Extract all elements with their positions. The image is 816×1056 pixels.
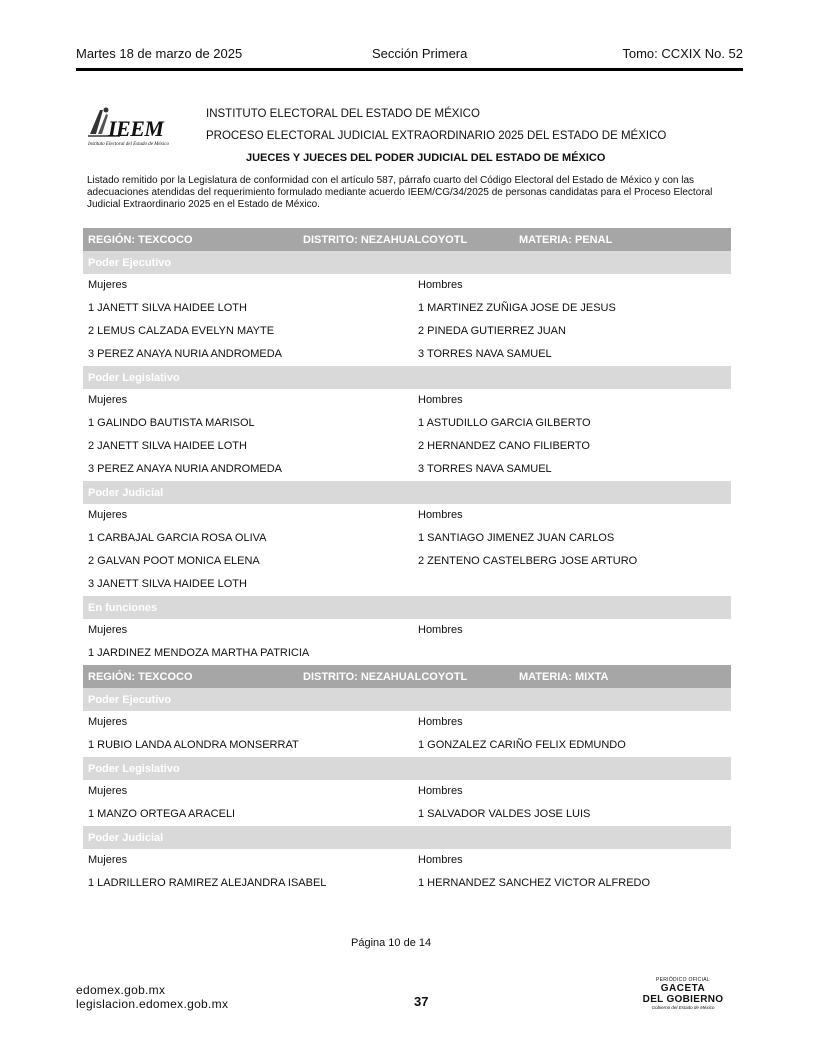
gender-label-row [83,619,731,642]
gaceta-top-text: PERIÓDICO OFICIAL [656,977,710,983]
men-label: Hombres [418,394,463,406]
candidate-man: 3 TORRES NAVA SAMUEL [418,348,552,360]
section-title: Poder Legislativo [88,372,180,384]
footer-links [76,983,228,1011]
candidate-man: 1 ASTUDILLO GARCIA GILBERTO [418,417,591,429]
candidate-man: 1 HERNANDEZ SANCHEZ VICTOR ALFREDO [418,877,651,889]
region-label: REGIÓN: TEXCOCO [88,234,193,246]
candidate-woman: 1 JANETT SILVA HAIDEE LOTH [88,302,247,314]
candidate-man: 1 SALVADOR VALDES JOSE LUIS [418,808,591,820]
women-label: Mujeres [88,624,128,636]
candidate-woman: 1 LADRILLERO RAMIREZ ALEJANDRA ISABEL [88,877,327,889]
candidate-row [83,734,731,757]
region-header-row [83,665,731,688]
document-heading: JUECES Y JUECES DEL PODER JUDICIAL DEL ESTADO DE MÉXICO [246,152,606,164]
gaceta-bottom-text: Gobierno del Estado de México [651,1005,715,1010]
section-header-row [83,688,731,711]
men-label: Hombres [418,785,463,797]
women-label: Mujeres [88,279,128,291]
institute-title: INSTITUTO ELECTORAL DEL ESTADO DE MÉXICO [206,108,480,120]
candidate-row [83,458,731,481]
header-date: Martes 18 de marzo de 2025 [76,46,243,61]
region-header-row [83,228,731,251]
candidate-man: 1 SANTIAGO JIMENEZ JUAN CARLOS [418,532,615,544]
section-header-row [83,251,731,274]
ieem-logo [86,104,178,152]
section-header-row [83,826,731,849]
section-header-row [83,757,731,780]
candidate-row [83,872,731,895]
candidate-row [83,297,731,320]
candidate-man: 2 ZENTENO CASTELBERG JOSE ARTURO [418,555,638,567]
gender-label-row [83,849,731,872]
candidate-row [83,803,731,826]
gazette-header [76,46,743,71]
gender-label-row [83,711,731,734]
candidate-row [83,343,731,366]
header-section: Sección Primera [372,46,468,61]
distrito-label: DISTRITO: NEZAHUALCOYOTL [303,671,468,683]
candidate-row [83,412,731,435]
men-label: Hombres [418,509,463,521]
candidate-man: 1 GONZALEZ CARIÑO FELIX EDMUNDO [418,739,626,751]
women-label: Mujeres [88,716,128,728]
women-label: Mujeres [88,509,128,521]
candidate-woman: 1 JARDINEZ MENDOZA MARTHA PATRICIA [88,647,310,659]
section-title: Poder Ejecutivo [88,694,172,706]
candidate-row [83,550,731,573]
materia-label: MATERIA: MIXTA [519,671,609,683]
gender-label-row [83,389,731,412]
candidate-man: 1 MARTINEZ ZUÑIGA JOSE DE JESUS [418,302,616,314]
intro-paragraph: Listado remitido por la Legislatura de conformidad con el artículo 587, párrafo cuarto del Código Electoral del Estado de México y con las adecuaciones atendidas del requerimiento formulado mediante acuerdo IEEM/CG/34/2025 de personas candidatas para el Proceso Electoral Judicial Extraordinario 2025 en el Estado de México. [87,175,713,210]
section-title: Poder Ejecutivo [88,257,172,269]
process-title: PROCESO ELECTORAL JUDICIAL EXTRAORDINARIO 2025 DEL ESTADO DE MÉXICO [206,130,667,142]
candidate-woman: 1 GALINDO BAUTISTA MARISOL [88,417,255,429]
gender-label-row [83,504,731,527]
footer-link-legislacion[interactable]: legislacion.edomex.gob.mx [76,997,229,1011]
candidate-row [83,527,731,550]
candidate-woman: 1 RUBIO LANDA ALONDRA MONSERRAT [88,739,299,751]
section-header-row [83,481,731,504]
women-label: Mujeres [88,394,128,406]
candidate-woman: 3 JANETT SILVA HAIDEE LOTH [88,578,247,590]
candidate-woman: 2 LEMUS CALZADA EVELYN MAYTE [88,325,275,337]
section-header-row [83,596,731,619]
section-title: Poder Judicial [88,487,164,499]
men-label: Hombres [418,716,463,728]
section-title: Poder Judicial [88,832,164,844]
candidate-woman: 2 GALVAN POOT MONICA ELENA [88,555,260,567]
section-header-row [83,366,731,389]
materia-label: MATERIA: PENAL [519,234,613,246]
candidate-woman: 1 MANZO ORTEGA ARACELI [88,808,236,820]
gaceta-name-2: DEL GOBIERNO [642,994,724,1005]
candidate-man: 3 TORRES NAVA SAMUEL [418,463,552,475]
candidate-row [83,320,731,343]
header-tomo: Tomo: CCXIX No. 52 [622,46,743,61]
candidate-woman: 2 JANETT SILVA HAIDEE LOTH [88,440,247,452]
women-label: Mujeres [88,785,128,797]
candidate-woman: 1 CARBAJAL GARCIA ROSA OLIVA [88,532,267,544]
men-label: Hombres [418,854,463,866]
men-label: Hombres [418,624,463,636]
candidate-row [83,435,731,458]
ieem-logo-subtitle: Instituto Electoral del Estado de México [88,142,169,147]
candidates-table [83,228,731,895]
ieem-logo-text: IEEM [108,116,164,141]
distrito-label: DISTRITO: NEZAHUALCOYOTL [303,234,468,246]
gender-label-row [83,780,731,803]
candidate-man: 2 HERNANDEZ CANO FILIBERTO [418,440,590,452]
footer-link-edomex[interactable]: edomex.gob.mx [76,983,166,997]
gaceta-logo [638,977,728,1010]
candidate-woman: 3 PEREZ ANAYA NURIA ANDROMEDA [88,463,282,475]
candidate-man: 2 PINEDA GUTIERREZ JUAN [418,325,566,337]
section-title: En funciones [88,602,158,614]
section-title: Poder Legislativo [88,763,180,775]
candidate-woman: 3 PEREZ ANAYA NURIA ANDROMEDA [88,348,282,360]
page-label: Página 10 de 14 [351,937,432,949]
gaceta-name-1: GACETA [660,983,706,994]
candidate-row [83,642,731,665]
candidate-row [83,573,731,596]
women-label: Mujeres [88,854,128,866]
men-label: Hombres [418,279,463,291]
region-label: REGIÓN: TEXCOCO [88,671,193,683]
footer-page-number: 37 [414,994,429,1009]
gender-label-row [83,274,731,297]
